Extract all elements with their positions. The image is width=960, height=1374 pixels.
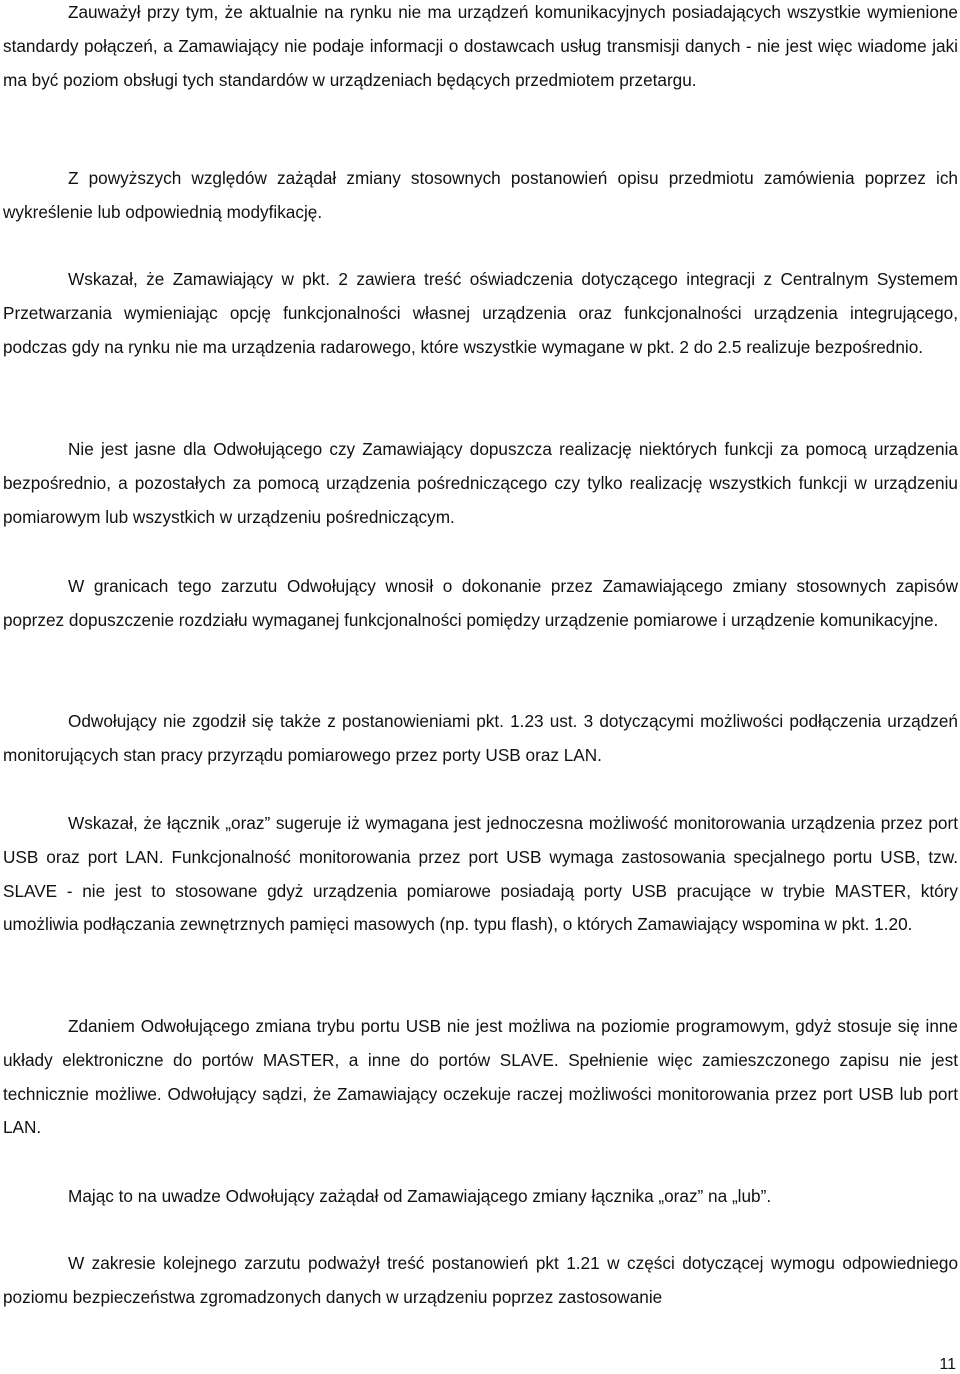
paragraph-5: W granicach tego zarzutu Odwołujący wnosił o dokonanie przez Zamawiającego zmiany stosownych zapisów poprzez dopuszczenie rozdziału wymaganej funkcjonalności pomiędzy urządzenie pomiarowe i urządzenie komunikacyjne.: [3, 576, 958, 630]
paragraph-3: Wskazał, że Zamawiający w pkt. 2 zawiera treść oświadczenia dotyczącego integracji z Centralnym Systemem Przetwarzania wymieniając opcję funkcjonalności własnej urządzenia oraz funkcjonalności urządzenia integrującego, podczas gdy na rynku nie ma urządzenia radarowego, które wszystkie wymagane w pkt. 2 do 2.5 realizuje bezpośrednio.: [3, 269, 958, 357]
paragraph-10: W zakresie kolejnego zarzutu podważył treść postanowień pkt 1.21 w części dotyczącej wymogu odpowiedniego poziomu bezpieczeństwa zgromadzonych danych w urządzeniu poprzez zastosowanie: [3, 1253, 958, 1307]
page-number: 11: [939, 1356, 956, 1373]
paragraph-7: Wskazał, że łącznik „oraz” sugeruje iż wymagana jest jednoczesna możliwość monitorowania urządzenia przez port USB oraz port LAN. Funkcjonalność monitorowania przez port USB wymaga zastosowania specjalnego portu USB, tzw. SLAVE - nie jest to stosowane gdyż urządzenia pomiarowe posiadają porty USB pracujące w trybie MASTER, który umożliwia podłączania zewnętrznych pamięci masowych (np. typu flash), o których Zamawiający wspomina w pkt. 1.20.: [3, 813, 958, 935]
paragraph-6: Odwołujący nie zgodził się także z postanowieniami pkt. 1.23 ust. 3 dotyczącymi możliwości podłączenia urządzeń monitorujących stan pracy przyrządu pomiarowego przez porty USB oraz LAN.: [3, 711, 958, 765]
paragraph-1: Zauważył przy tym, że aktualnie na rynku nie ma urządzeń komunikacyjnych posiadających wszystkie wymienione standardy połączeń, a Zamawiający nie podaje informacji o dostawcach usług transmisji danych - nie jest więc wiadome jaki ma być poziom obsługi tych standardów w urządzeniach będących przedmiotem przetargu.: [3, 2, 958, 90]
paragraph-8: Zdaniem Odwołującego zmiana trybu portu USB nie jest możliwa na poziomie programowym, gdyż stosuje się inne układy elektroniczne do portów MASTER, a inne do portów SLAVE. Spełnienie więc zamieszczonego zapisu nie jest technicznie możliwe. Odwołujący sądzi, że Zamawiający oczekuje raczej możliwości monitorowania przez port USB lub port LAN.: [3, 1016, 958, 1138]
paragraph-2: Z powyższych względów zażądał zmiany stosownych postanowień opisu przedmiotu zamówienia poprzez ich wykreślenie lub odpowiednią modyfikację.: [3, 168, 958, 222]
paragraph-9: Mając to na uwadze Odwołujący zażądał od Zamawiającego zmiany łącznika „oraz” na „lub”.: [68, 1186, 772, 1206]
paragraph-4: Nie jest jasne dla Odwołującego czy Zamawiający dopuszcza realizację niektórych funkcji za pomocą urządzenia bezpośrednio, a pozostałych za pomocą urządzenia pośredniczącego czy tylko realizację wszystkich funkcji w urządzeniu pomiarowym lub wszystkich w urządzeniu pośredniczącym.: [3, 439, 958, 527]
